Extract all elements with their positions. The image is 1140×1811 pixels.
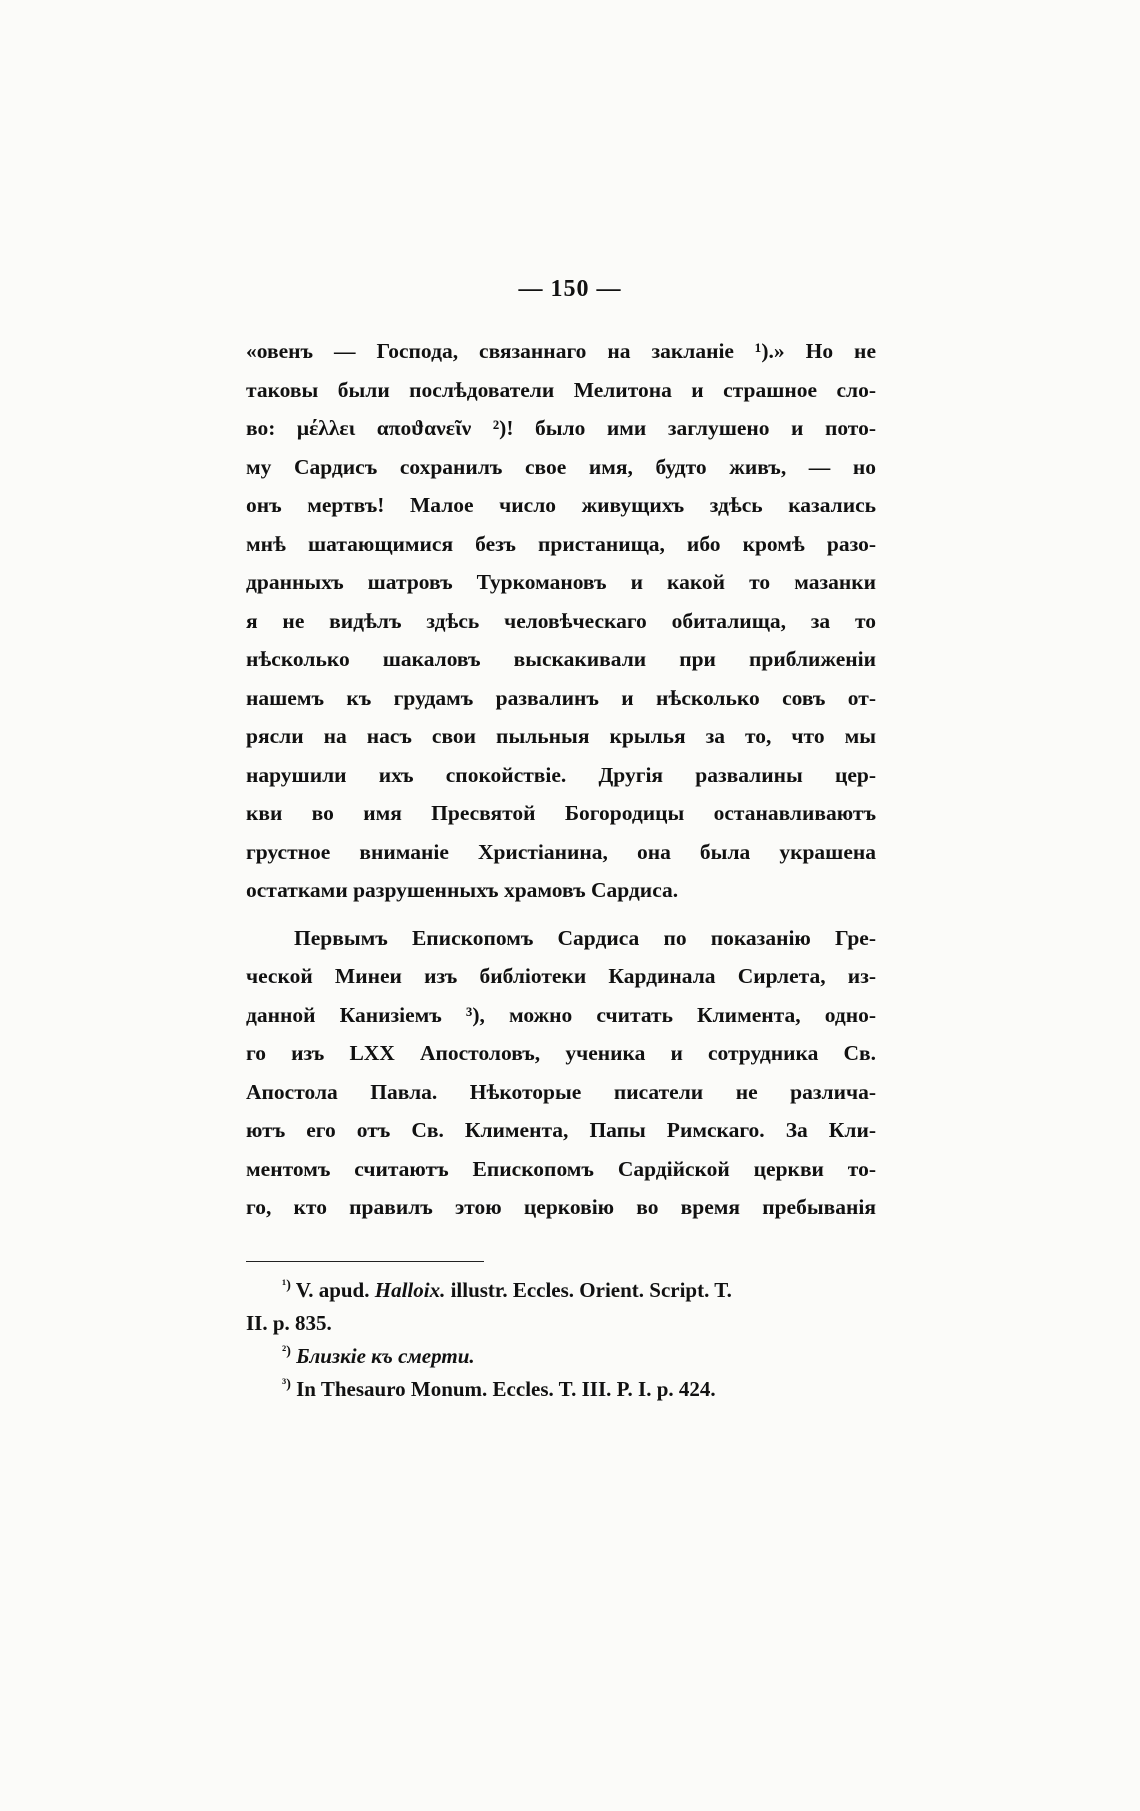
text-line: рясли на насъ свои пыльныя крылья за то, что мы [246, 724, 876, 748]
text-line: я не видѣлъ здѣсь человѣческаго обиталища, за то [246, 608, 876, 633]
text-line: ментомъ считаютъ Епископомъ Сардійской церкви то- [246, 1156, 876, 1181]
paragraph-start-line: Первымъ Епископомъ Сардиса по показанію Гре- [294, 925, 876, 950]
text-line: грустное вниманіе Христіанина, она была украшена [246, 839, 876, 864]
text-line: остатками разрушенныхъ храмовъ Сардиса. [246, 878, 679, 902]
text-line: «овенъ — Господа, связаннаго на закланіе ¹).» Но не [246, 339, 876, 363]
footnote-1 [246, 1274, 876, 1307]
text-line: ческой Минеи изъ библіотеки Кардинала Сирлета, из- [246, 964, 876, 988]
footnote-mark: ²) [282, 1344, 291, 1359]
text-line: таковы были послѣдователи Мелитона и страшное сло- [246, 377, 876, 402]
footnote-divider [246, 1261, 484, 1262]
footnote-1-continued: II. p. 835. [246, 1311, 332, 1335]
footnote-mark: ³) [282, 1377, 291, 1392]
footnote-text: V. apud. [295, 1278, 370, 1302]
text-line: го, кто правилъ этою церковію во время пребыванія [246, 1195, 876, 1219]
footnote-author: Halloix. [374, 1278, 446, 1302]
footnote-2 [246, 1340, 876, 1373]
footnote-text: In Thesauro Monum. Eccles. T. III. P. I. p. 424. [296, 1377, 716, 1401]
text-line: данной Канизіемъ ³), можно считать Климента, одно- [246, 1002, 876, 1027]
text-line: нѣсколько шакаловъ выскакивали при приближеніи [246, 647, 876, 671]
text-line: онъ мертвъ! Малое число живущихъ здѣсь казались [246, 493, 876, 517]
text-line: дранныхъ шатровъ Туркомановъ и какой то мазанки [246, 570, 876, 594]
body-text [246, 332, 876, 1227]
text-line: во: μέλλει αποϑανεῖν ²)! было ими заглушено и пото- [246, 416, 876, 440]
text-line: нашемъ къ грудамъ развалинъ и нѣсколько совъ от- [246, 685, 876, 710]
text-line: Апостола Павла. Нѣкоторые писатели не различа- [246, 1079, 876, 1104]
footnotes [246, 1274, 876, 1406]
footnote-3 [246, 1373, 876, 1406]
text-line: го изъ LXX Апостоловъ, ученика и сотрудника Св. [246, 1041, 876, 1065]
footnote-mark: ¹) [282, 1278, 291, 1293]
text-line: ютъ его отъ Св. Климента, Папы Римскаго. За Кли- [246, 1118, 876, 1142]
text-line: му Сардисъ сохранилъ свое имя, будто живъ, — но [246, 454, 876, 479]
footnote-text: Близкіе къ смерти. [296, 1344, 475, 1368]
text-line: кви во имя Пресвятой Богородицы останавливаютъ [246, 801, 876, 825]
text-line: мнѣ шатающимися безъ пристанища, ибо кромѣ разо- [246, 531, 876, 556]
footnote-text: illustr. Eccles. Orient. Script. T. [450, 1278, 732, 1302]
page-number: — 150 — [518, 276, 622, 302]
text-line: нарушили ихъ спокойствіе. Другія развалины цер- [246, 762, 876, 787]
